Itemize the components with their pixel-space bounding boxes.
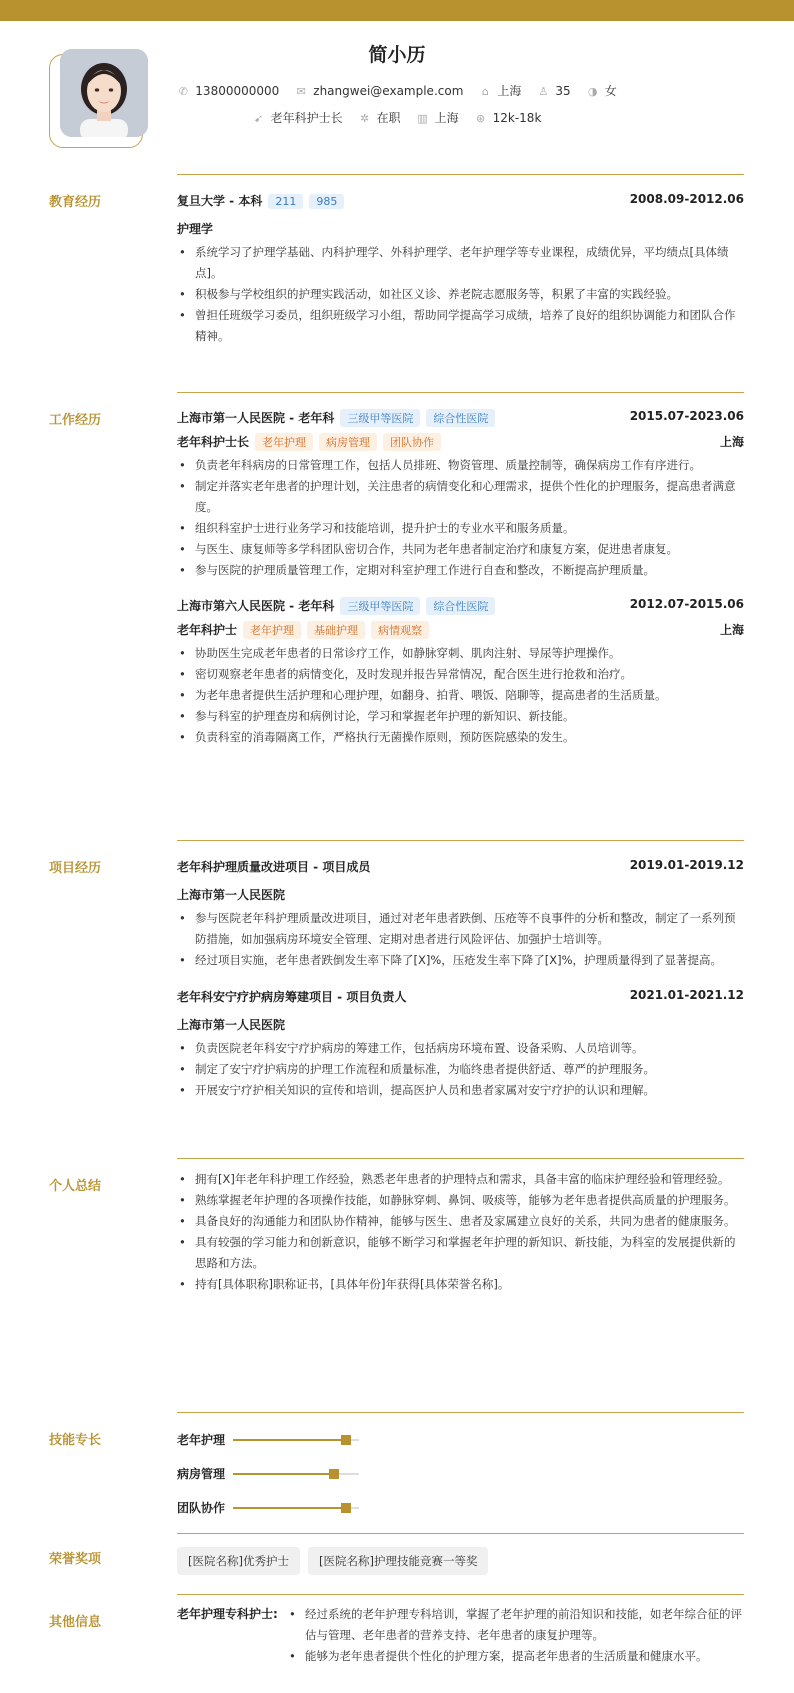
job-role: 老年科护士 (177, 623, 238, 637)
skill-level-fill (233, 1439, 346, 1441)
project-org: 上海市第一人民医院 (177, 1018, 286, 1032)
list-item: • 持有[具体职称]职称证书，[具体年份]年获得[具体荣誉名称]。 (177, 1274, 744, 1295)
info-item (479, 82, 521, 99)
honor-chip: [医院名称]护理技能竞赛一等奖 (308, 1547, 488, 1575)
info-text: 老年科护士长 (270, 111, 343, 125)
education-body (177, 174, 744, 347)
project-org-row (177, 881, 744, 905)
contact-info-row (0, 82, 794, 99)
candidate-name: 简小历 (368, 44, 426, 66)
role-tag: 病情观察 (371, 621, 429, 639)
list-item: • 参与医院的护理质量管理工作，定期对科室护理工作进行自查和整改，不断提高护理质量。 (177, 560, 744, 581)
list-item: • 经过系统的老年护理专科培训，掌握了老年护理的前沿知识和技能，如老年综合征的评估与管理、老年患者的营养支持、老年患者的康复护理等。 (287, 1604, 744, 1646)
skill-row (177, 1463, 744, 1497)
education-header (177, 187, 744, 211)
skill-level-fill (233, 1507, 346, 1509)
school-tag: 211 (268, 194, 303, 209)
section-title: 工作经历 (49, 413, 102, 428)
role-tag: 病房管理 (319, 433, 377, 451)
org-tag: 三级甲等医院 (340, 409, 420, 427)
list-item: • 参与科室的护理查房和病例讨论，学习和掌握老年护理的新知识、新技能。 (177, 706, 744, 727)
age-icon: ♙ (538, 85, 549, 98)
list-item: • 积极参与学校组织的护理实践活动，如社区义诊、养老院志愿服务等，积累了丰富的实践经验。 (177, 284, 744, 305)
skills-body (177, 1412, 744, 1531)
education-list (177, 242, 744, 347)
section-title: 荣誉奖项 (49, 1552, 102, 1567)
org-tag: 综合性医院 (426, 409, 495, 427)
job-org: 上海市第六人民医院 - 老年科 (177, 599, 335, 613)
role-tag: 老年护理 (255, 433, 313, 451)
list-item: • 负责医院老年科安宁疗护病房的筹建工作，包括病房环境布置、设备采购、人员培训等。 (177, 1038, 744, 1059)
section-title: 项目经历 (49, 861, 102, 876)
phone-icon: ✆ (178, 85, 188, 98)
info-item (295, 84, 463, 98)
major-row (177, 215, 744, 239)
home-icon: ⌂ (481, 85, 489, 98)
skill-name: 老年护理 (177, 1433, 226, 1447)
list-item: • 经过项目实施，老年患者跌倒发生率下降了[X]%，压疮发生率下降了[X]%，护理质量得到了显著提高。 (177, 950, 744, 971)
job-duties (177, 455, 744, 581)
info-item (475, 111, 542, 125)
honor-chip: [医院名称]优秀护士 (177, 1547, 300, 1575)
job-entry (177, 592, 744, 748)
education-date: 2008.09-2012.06 (629, 192, 744, 206)
skill-level-knob (329, 1469, 339, 1479)
project-entry (177, 853, 744, 971)
list-item: • 制定了安宁疗护病房的护理工作流程和质量标准，为临终患者提供舒适、尊严的护理服务。 (177, 1059, 744, 1080)
info-item (537, 84, 570, 98)
project-details (177, 1038, 744, 1101)
job-org-row (177, 592, 744, 616)
project-date: 2019.01-2019.12 (629, 858, 744, 872)
gender-icon: ◑ (587, 85, 598, 98)
info-text: 上海 (497, 84, 522, 98)
info-text: 35 (555, 84, 571, 98)
list-item: • 具有较强的学习能力和创新意识，能够不断学习和掌握老年护理的新知识、新技能，为科室的发展提供新的思路和方法。 (177, 1232, 744, 1274)
job-city: 上海 (719, 623, 744, 637)
info-item (587, 82, 617, 99)
info-text: 女 (604, 84, 617, 98)
info-text: 13800000000 (195, 84, 280, 98)
list-item: • 系统学习了护理学基础、内科护理学、外科护理学、老年护理学等专业课程，成绩优异，平均绩点[具体绩点]。 (177, 242, 744, 284)
project-details (177, 908, 744, 971)
project-date: 2021.01-2021.12 (629, 988, 744, 1002)
job-org: 上海市第一人民医院 - 老年科 (177, 411, 335, 425)
other-body (177, 1594, 744, 1667)
list-item: • 负责科室的消毒隔离工作，严格执行无菌操作原则，预防医院感染的发生。 (177, 727, 744, 748)
list-item: • 协助医生完成老年患者的日常诊疗工作，如静脉穿刺、肌肉注射、导尿等护理操作。 (177, 643, 744, 664)
info-item (253, 109, 343, 126)
role-tag: 基础护理 (307, 621, 365, 639)
info-item (417, 109, 459, 126)
work-body (177, 392, 744, 748)
org-tag: 综合性医院 (426, 597, 495, 615)
role-tag: 老年护理 (243, 621, 301, 639)
job-org-row (177, 404, 744, 428)
info-text: 在职 (376, 111, 401, 125)
list-item: • 密切观察老年患者的病情变化，及时发现并报告异常情况，配合医生进行抢救和治疗。 (177, 664, 744, 685)
list-item: • 为老年患者提供生活护理和心理护理，如翻身、拍背、喂饭、陪聊等，提高患者的生活质量。 (177, 685, 744, 706)
list-item: • 负责老年科病房的日常管理工作，包括人员排班、物资管理、质量控制等，确保病房工作有序进行。 (177, 455, 744, 476)
job-intent-row (0, 109, 794, 126)
list-item: • 开展安宁疗护相关知识的宣传和培训，提高医护人员和患者家属对安宁疗护的认识和理解。 (177, 1080, 744, 1101)
job-entry (177, 404, 744, 581)
summary-body (177, 1158, 744, 1295)
education-section (49, 174, 744, 364)
skill-level-bar (233, 1473, 359, 1475)
list-item: • 与医生、康复师等多学科团队密切合作，共同为老年患者制定治疗和康复方案，促进患者康复。 (177, 539, 744, 560)
skill-row (177, 1429, 744, 1463)
city-icon: ▥ (417, 112, 428, 125)
project-header (177, 983, 744, 1007)
project-header (177, 853, 744, 877)
project-name: 老年科安宁疗护病房筹建项目 - 项目负责人 (177, 990, 407, 1004)
info-item (359, 109, 401, 126)
info-text: zhangwei@example.com (313, 84, 464, 98)
project-name: 老年科护理质量改进项目 - 项目成员 (177, 860, 371, 874)
school-name: 复旦大学 - 本科 (177, 194, 263, 208)
list-item: • 具备良好的沟通能力和团队协作精神，能够与医生、患者及家属建立良好的关系，共同为患者的健康服务。 (177, 1211, 744, 1232)
send-icon: ➹ (253, 112, 264, 125)
projects-body (177, 840, 744, 1101)
list-item: • 组织科室护士进行业务学习和技能培训，提升护士的专业水平和服务质量。 (177, 518, 744, 539)
skill-name: 病房管理 (177, 1467, 226, 1481)
avatar-frame (49, 54, 143, 148)
other-list (287, 1604, 744, 1667)
org-tag: 三级甲等医院 (340, 597, 420, 615)
skill-level-bar (233, 1439, 359, 1441)
skill-level-bar (233, 1507, 359, 1509)
skill-level-knob (341, 1503, 351, 1513)
project-entry (177, 983, 744, 1101)
list-item: • 能够为老年患者提供个性化的护理方案，提高老年患者的生活质量和健康水平。 (287, 1646, 744, 1667)
summary-list (177, 1169, 744, 1295)
section-title: 教育经历 (49, 195, 102, 210)
job-duties (177, 643, 744, 748)
school-tag: 985 (309, 194, 344, 209)
major: 护理学 (177, 222, 214, 236)
project-org: 上海市第一人民医院 (177, 888, 286, 902)
role-tag: 团队协作 (383, 433, 441, 451)
section-title: 技能专长 (49, 1433, 102, 1448)
job-role-row (177, 428, 744, 452)
skill-row (177, 1497, 744, 1531)
job-city: 上海 (719, 435, 744, 449)
mail-icon: ✉ (296, 85, 306, 98)
status-icon: ✲ (359, 112, 370, 125)
list-item: • 制定并落实老年患者的护理计划，关注患者的病情变化和心理需求，提供个性化的护理服务，提高患者满意度。 (177, 476, 744, 518)
honors-body (177, 1533, 744, 1575)
job-role: 老年科护士长 (177, 435, 250, 449)
skill-level-fill (233, 1473, 334, 1475)
salary-icon: ⊛ (476, 112, 486, 125)
skill-level-knob (341, 1435, 351, 1445)
info-item (177, 84, 279, 98)
skill-name: 团队协作 (177, 1501, 226, 1515)
job-date: 2015.07-2023.06 (629, 409, 744, 423)
project-org-row (177, 1011, 744, 1035)
section-title: 其他信息 (49, 1615, 102, 1630)
section-title: 个人总结 (49, 1179, 102, 1194)
info-text: 上海 (434, 111, 459, 125)
other-label: 老年护理专科护士: (177, 1607, 278, 1621)
job-date: 2012.07-2015.06 (629, 597, 744, 611)
list-item: • 拥有[X]年老年科护理工作经验，熟悉老年患者的护理特点和需求，具备丰富的临床护理经验和管理经验。 (177, 1169, 744, 1190)
list-item: • 参与医院老年科护理质量改进项目，通过对老年患者跌倒、压疮等不良事件的分析和整改，制定了一系列预防措施，如加强病房环境安全管理、定期对患者进行风险评估、加强护士培训等。 (177, 908, 744, 950)
info-text: 12k-18k (492, 111, 542, 125)
list-item: • 曾担任班级学习委员，组织班级学习小组，帮助同学提高学习成绩，培养了良好的组织协调能力和团队合作精神。 (177, 305, 744, 347)
list-item: • 熟练掌握老年护理的各项操作技能，如静脉穿刺、鼻饲、吸痰等，能够为老年患者提供高质量的护理服务。 (177, 1190, 744, 1211)
job-role-row (177, 616, 744, 640)
top-accent-bar (0, 0, 794, 21)
